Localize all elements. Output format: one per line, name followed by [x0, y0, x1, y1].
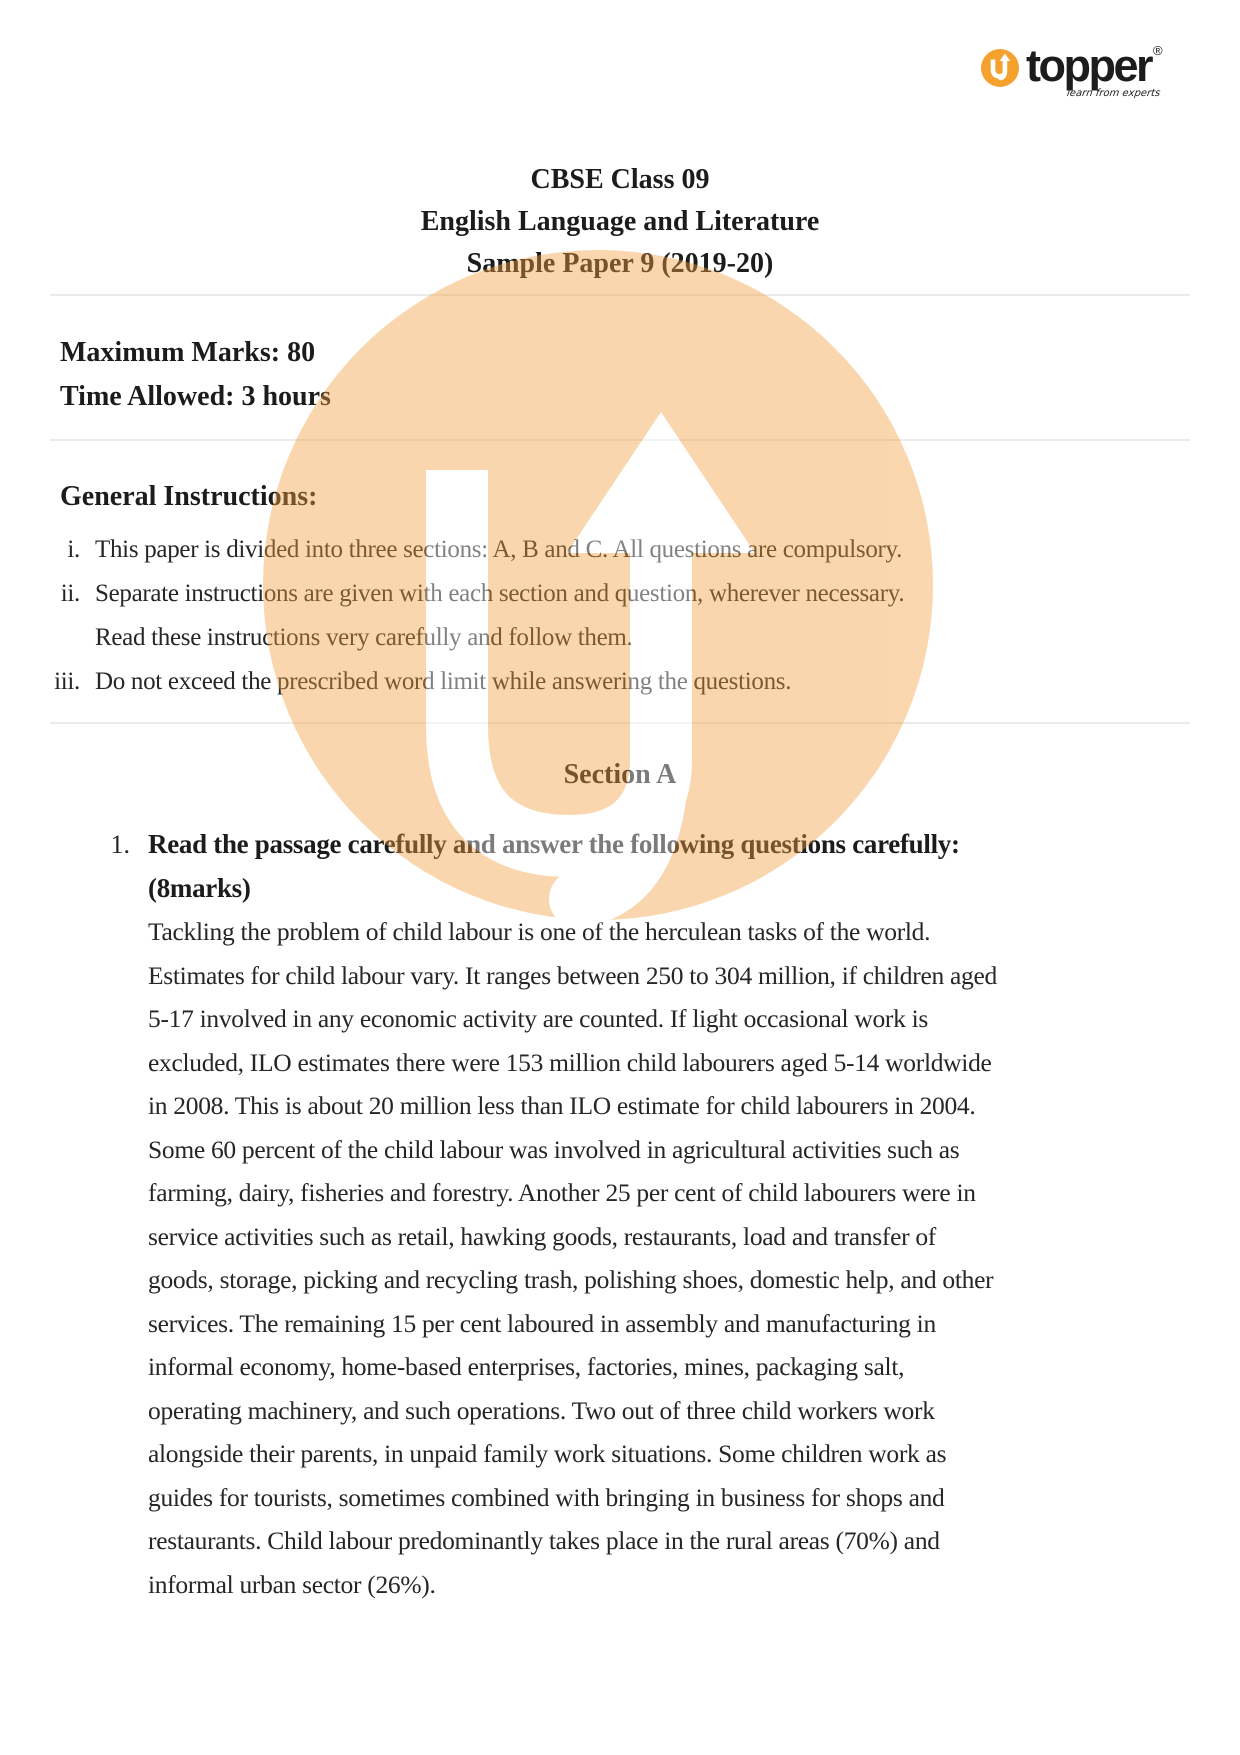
utopper-u-arrow-icon [980, 48, 1020, 88]
registered-mark: ® [1153, 43, 1163, 58]
instruction-text: This paper is divided into three sections: A, B and C. All questions are compulsory. [95, 536, 903, 563]
passage-line: service activities such as retail, hawking goods, restaurants, load and transfer of [148, 1221, 937, 1251]
instruction-item [50, 528, 1190, 572]
document-title [50, 159, 1190, 285]
passage-line: Estimates for child labour vary. It ranges between 250 to 304 million, if children aged [148, 960, 997, 990]
section-a-heading: Section A [563, 759, 677, 790]
general-instructions-heading: General Instructions: [60, 481, 318, 512]
title-line-class: CBSE Class 09 [530, 164, 710, 195]
instruction-item [50, 660, 1190, 704]
passage-line: farming, dairy, fisheries and forestry. Another 25 per cent of child labourers were in [148, 1178, 976, 1207]
max-marks: Maximum Marks: 80 [60, 337, 316, 368]
passage-line: alongside their parents, in unpaid family work situations. Some children work as [148, 1439, 947, 1468]
instruction-item [50, 616, 1190, 660]
passage-line: Some 60 percent of the child labour was involved in agricultural activities such as [148, 1134, 960, 1164]
instructions-list [50, 528, 1190, 704]
instruction-text: Do not exceed the prescribed word limit while answering the questions. [95, 668, 792, 695]
passage-line: restaurants. Child labour predominantly takes place in the rural areas (70%) and [148, 1526, 940, 1555]
passage-line: in 2008. This is about 20 million less than ILO estimate for child labourers in 2004. [148, 1091, 976, 1120]
passage-line: excluded, ILO estimates there were 153 million child labourers aged 5-14 worldwide [148, 1047, 992, 1077]
divider-top [50, 294, 1190, 296]
instruction-text: Read these instructions very carefully and follow them. [95, 624, 633, 651]
instruction-number [50, 616, 80, 660]
title-line-subject: English Language and Literature [420, 206, 820, 237]
passage-line: goods, storage, picking and recycling trash, polishing shoes, domestic help, and other [148, 1265, 994, 1294]
instruction-number: ii. [60, 580, 80, 607]
divider-meta [50, 439, 1190, 441]
passage-line: informal urban sector (26%). [148, 1569, 436, 1599]
passage-line: services. The remaining 15 per cent laboured in assembly and manufacturing in [148, 1308, 936, 1338]
instruction-text: Separate instructions are given with each section and question, wherever necessary. [95, 580, 905, 607]
instruction-item [50, 572, 1190, 616]
question-marks: (8marks) [148, 872, 251, 903]
time-allowed: Time Allowed: 3 hours [60, 381, 331, 412]
passage-line: operating machinery, and such operations. Two out of three child workers work [148, 1395, 935, 1425]
logo-text [1026, 40, 1163, 99]
passage-line: informal economy, home-based enterprises, factories, mines, packaging salt, [148, 1352, 905, 1381]
passage-line: guides for tourists, sometimes combined with bringing in business for shops and [148, 1482, 945, 1512]
passage-line: 5-17 involved in any economic activity are counted. If light occasional work is [148, 1004, 929, 1033]
divider-instructions [50, 722, 1190, 724]
question-prompt: Read the passage carefully and answer the following questions carefully: [148, 829, 960, 859]
exam-meta [60, 331, 331, 419]
instruction-number: i. [67, 536, 80, 563]
title-line-paper: Sample Paper 9 (2019-20) [466, 248, 774, 279]
instruction-number: iii. [54, 668, 80, 695]
question-number: 1. [110, 830, 130, 859]
question-content [148, 823, 1194, 1606]
utopper-logo [980, 42, 1190, 102]
passage-line: Tackling the problem of child labour is one of the herculean tasks of the world. [148, 917, 931, 946]
question-1 [60, 823, 1200, 1606]
logo-brand-text: topper [1026, 40, 1151, 91]
logo-tagline: learn from experts [1066, 88, 1162, 99]
